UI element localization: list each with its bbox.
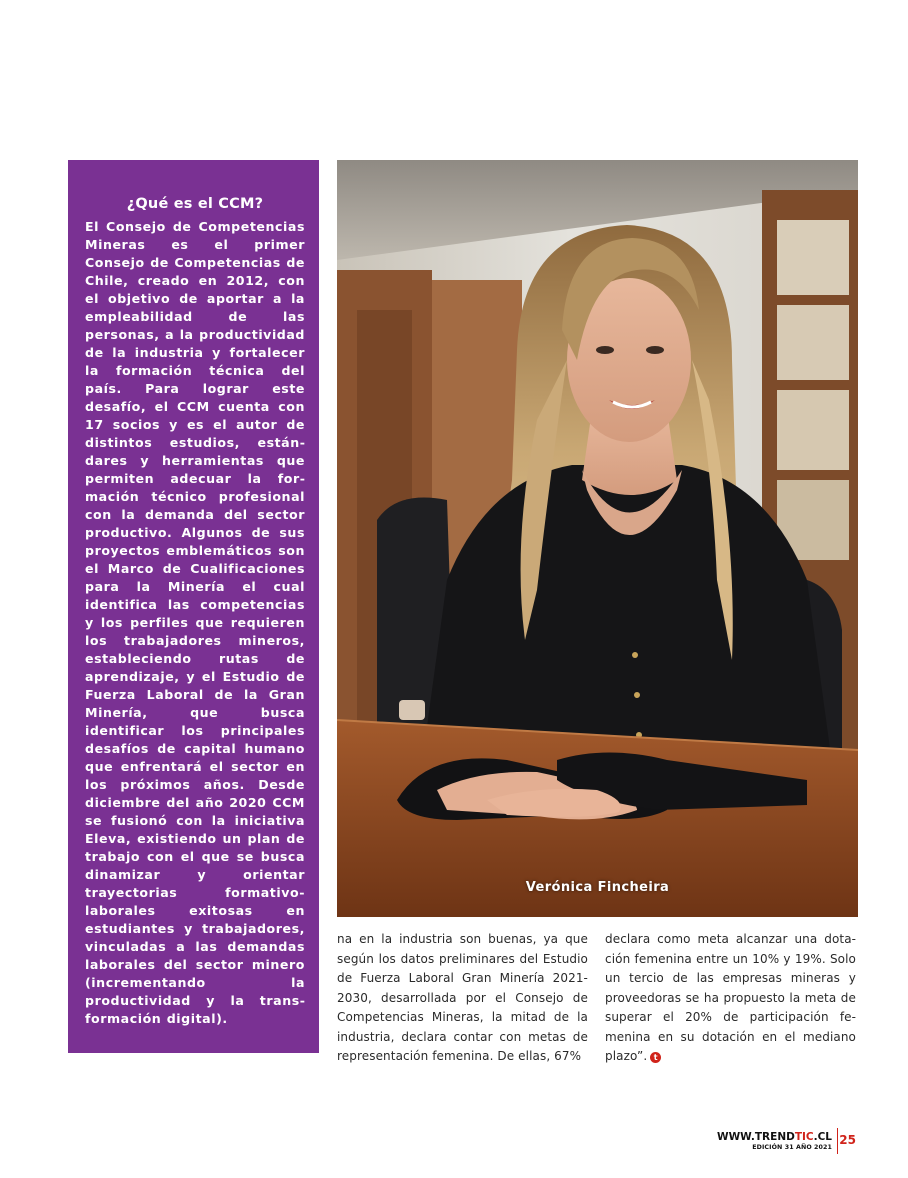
footer-site-highlight: TIC (794, 1131, 814, 1143)
portrait-illustration (337, 160, 858, 917)
end-of-article-icon: t (650, 1052, 661, 1063)
article-column-2-text: declara como meta alcanzar una dotación femenina entre un 10% y 19%. Solo un tercio de las empresas mineras y proveedoras se ha propuesto la meta de superar el 20% de participación femenina en su dotación en el mediano plazo”. (605, 932, 856, 1063)
footer-site-prefix: WWW.TREND (717, 1131, 795, 1143)
article-column-1: na en la industria son buenas, ya que según los datos preliminares del Estudio de Fuerza Laboral Gran Minería 2021-2030, desarrollada por el Consejo de Competencias Mineras, la mitad de la industria, declara contar con metas de representación femenina. De ellas, 67% (337, 932, 588, 1063)
footer-edition: EDICIÓN 31 AÑO 2021 (752, 1144, 832, 1151)
sidebar-body: El Consejo de Competencias Mineras es el primer Consejo de Competencias de Chile, creado en 2012, con el objetivo de aportar a la empleabilidad de las personas, a la productividad de la industria y fortalecer la formación técnica del país. Para lograr este desafío, el CCM cuenta con 17 socios y es el autor de distintos estudios, estándares y herramientas que permiten adecuar la formación técnico profesional con la demanda del sector productivo. Algunos de sus proyectos emblemáticos son el Marco de Cualificaciones para la Minería el cual identifica las competencias y los perfiles que requieren los trabajadores mineros, estableciendo rutas de aprendizaje, y el Estudio de Fuerza Laboral de la Gran Minería, que busca identificar los principales desafíos de capital humano que enfrentará el sector en los próximos años. Desde diciembre del año 2020 CCM se fusionó con la iniciativa Eleva, existiendo un plan de trabajo con el que se busca dinamizar y orientar trayectorias formativo-laborales exitosas en estudiantes y trabajadores, vinculadas a las demandas laborales del sector minero (incrementando la productividad y la transformación digital). (85, 219, 305, 1026)
footer-divider (837, 1128, 839, 1154)
sidebar-box (68, 160, 319, 1053)
page-number: 25 (839, 1133, 856, 1147)
sidebar-title: ¿Qué es el CCM? (126, 196, 264, 212)
portrait-photo (337, 160, 858, 917)
article-column-2 (605, 930, 856, 1067)
footer-website (717, 1131, 832, 1143)
page-footer (717, 1128, 862, 1154)
photo-caption: Verónica Fincheira (525, 880, 670, 895)
footer-site-suffix: .CL (813, 1131, 832, 1143)
